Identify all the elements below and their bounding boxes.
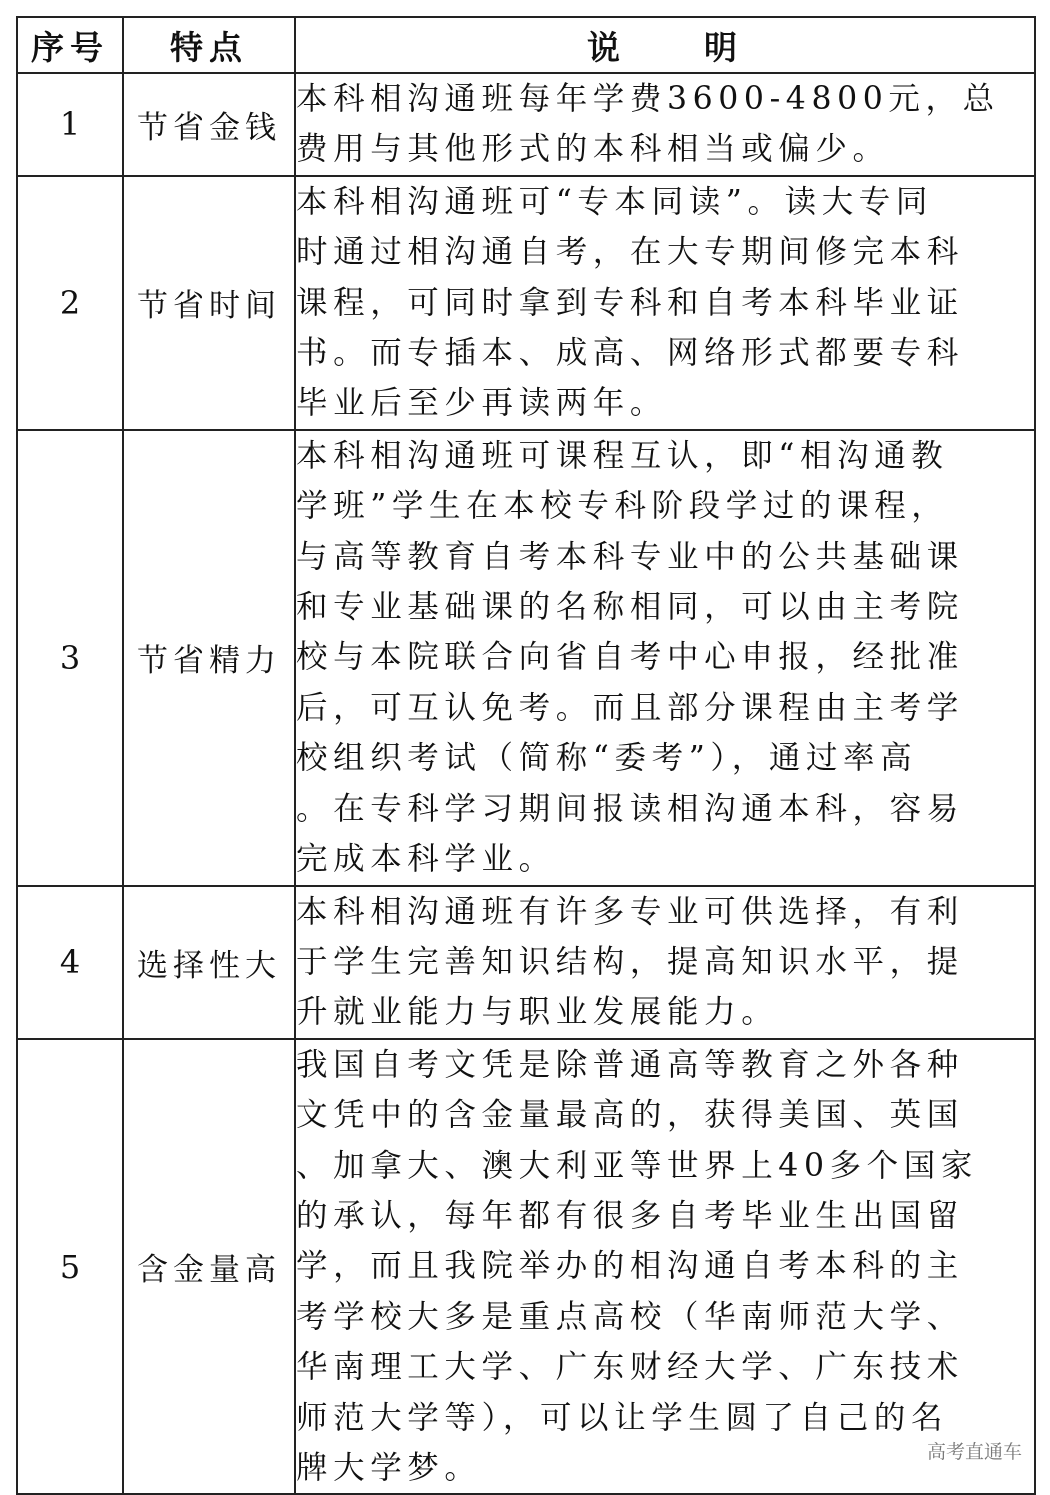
description-line: 文凭中的含金量最高的，获得美国、英国	[296, 1097, 964, 1134]
header-row	[17, 17, 1035, 73]
description-line: 师范大学等），可以让学生圆了自己的名	[296, 1399, 949, 1436]
description-line: 和专业基础课的名称相同，可以由主考院	[296, 589, 964, 626]
description-line: 书。而专插本、成高、网络形式都要专科	[296, 335, 964, 372]
description-line: 费用与其他形式的本科相当或偏少。	[296, 131, 890, 168]
row-number: 4	[17, 886, 123, 1039]
features-table	[16, 16, 1036, 1495]
row-feature: 选择性大	[123, 886, 295, 1039]
description-line: 本科相沟通班可“专本同读”。读大专同	[296, 183, 934, 220]
header-feature: 特点	[123, 17, 295, 73]
table-row	[17, 430, 1035, 886]
row-description	[295, 176, 1035, 430]
description-line: 升就业能力与职业发展能力。	[296, 994, 779, 1031]
row-feature: 含金量高	[123, 1039, 295, 1495]
description-line: 与高等教育自考本科专业中的公共基础课	[296, 538, 964, 575]
description-line: 本科相沟通班可课程互认，即“相沟通教	[296, 437, 949, 474]
table-row	[17, 886, 1035, 1039]
description-line: 后，可互认免考。而且部分课程由主考学	[296, 689, 964, 726]
description-line: 的承认，每年都有很多自考毕业生出国留	[296, 1197, 964, 1234]
row-feature: 节省精力	[123, 430, 295, 886]
row-feature: 节省金钱	[123, 73, 295, 176]
description-line: 校与本院联合向省自考中心申报，经批准	[296, 639, 964, 676]
description-line: 我国自考文凭是除普通高等教育之外各种	[296, 1046, 964, 1083]
description-line: 牌大学梦。	[296, 1449, 482, 1486]
description-line: 本科相沟通班有许多专业可供选择，有利	[296, 893, 964, 930]
row-description	[295, 73, 1035, 176]
description-line: 课程，可同时拿到专科和自考本科毕业证	[296, 284, 964, 321]
header-description: 说 明	[295, 17, 1035, 73]
description-line: 校组织考试（简称“委考”），通过率高	[296, 740, 918, 777]
description-line: 学班”学生在本校专科阶段学过的课程，	[296, 488, 949, 525]
row-description	[295, 1039, 1035, 1495]
header-number: 序号	[17, 17, 123, 73]
description-line: 完成本科学业。	[296, 841, 556, 878]
table-row	[17, 73, 1035, 176]
description-line: 、加拿大、澳大利亚等世界上40多个国家	[296, 1147, 978, 1184]
row-number: 5	[17, 1039, 123, 1495]
row-description	[295, 886, 1035, 1039]
watermark: 高考直通车	[926, 1441, 1022, 1463]
description-line: 毕业后至少再读两年。	[296, 385, 668, 422]
description-line: 学，而且我院举办的相沟通自考本科的主	[296, 1248, 964, 1285]
description-line: 。在专科学习期间报读相沟通本科，容易	[296, 790, 964, 827]
row-feature: 节省时间	[123, 176, 295, 430]
description-line: 本科相沟通班每年学费3600-4800元，总	[296, 81, 1000, 117]
table-row	[17, 1039, 1035, 1495]
row-number: 1	[17, 73, 123, 176]
description-line: 考学校大多是重点高校（华南师范大学、	[296, 1298, 964, 1335]
row-number: 3	[17, 430, 123, 886]
row-number: 2	[17, 176, 123, 430]
description-line: 于学生完善知识结构，提高知识水平，提	[296, 943, 964, 980]
description-line: 华南理工大学、广东财经大学、广东技术	[296, 1349, 964, 1386]
description-line: 时通过相沟通自考，在大专期间修完本科	[296, 234, 964, 271]
row-description	[295, 430, 1035, 886]
table-row	[17, 176, 1035, 430]
